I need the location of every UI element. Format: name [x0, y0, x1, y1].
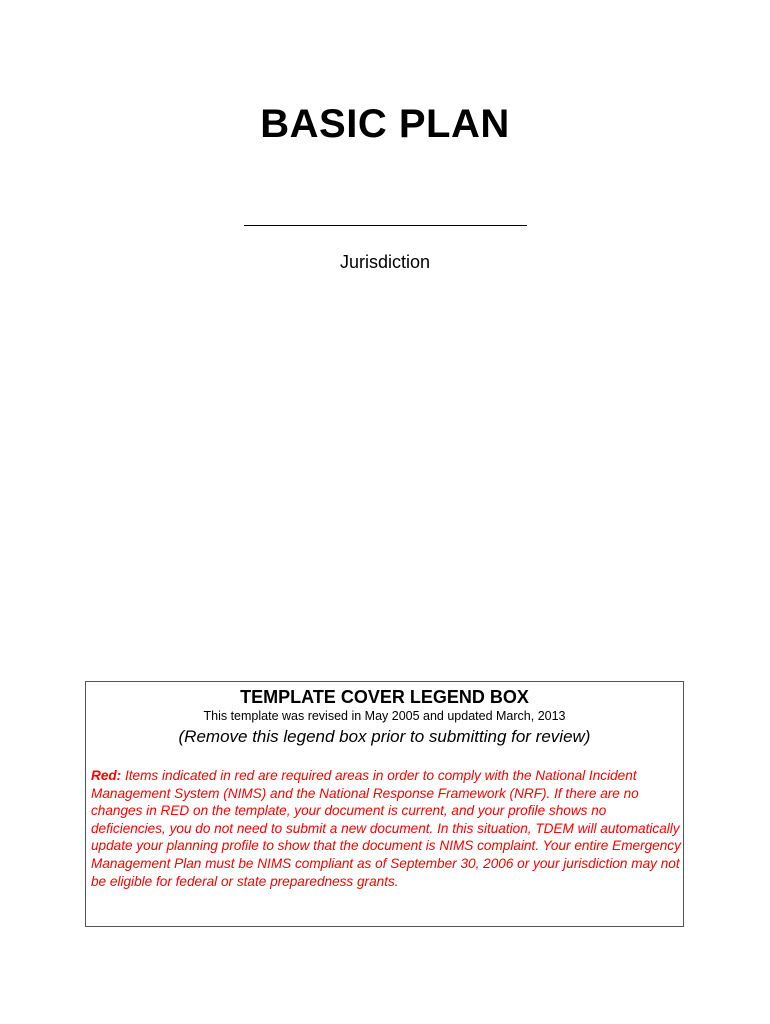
- jurisdiction-label: Jurisdiction: [339, 252, 431, 272]
- legend-revision-note: This template was revised in May 2005 and updated March, 2013: [203, 709, 566, 723]
- red-instructions-text: Items indicated in red are required areas in order to comply with the National Incident Management System (NIMS) and the National Response Framework (NRF). If there are no changes in RED on the template, your document is current, and your profile shows no deficiencies, you do not need to submit a new document. In this situation, TDEM will automatically update your planning profile to show that the document is NIMS complaint. Your entire Emergency Management Plan must be NIMS compliant as of September 30, 2006 or your jurisdiction may not be eligible for federal or state preparedness grants.: [91, 768, 681, 889]
- template-cover-legend-box: [85, 681, 684, 927]
- legend-remove-note: (Remove this legend box prior to submitting for review): [178, 727, 591, 746]
- legend-box-heading: TEMPLATE COVER LEGEND BOX: [240, 687, 529, 707]
- jurisdiction-signature-line: [244, 225, 527, 226]
- legend-red-instructions: [91, 767, 681, 890]
- document-title: BASIC PLAN: [260, 102, 510, 146]
- red-label: Red:: [91, 768, 122, 783]
